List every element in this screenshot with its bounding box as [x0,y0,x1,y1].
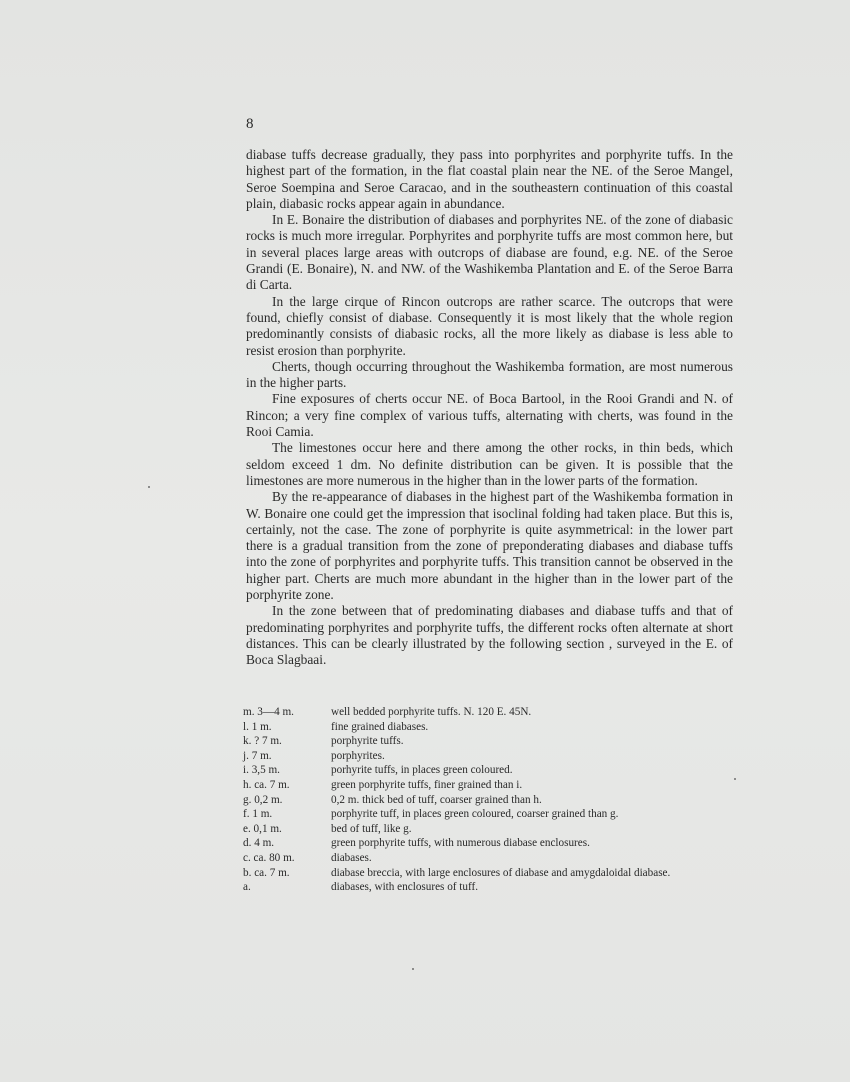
paragraph: Cherts, though occurring throughout the Washikemba formation, are most numerous in the higher parts. [246,358,733,391]
section-row [243,734,743,749]
section-label: l. 1 m. [243,720,272,733]
section-description: 0,2 m. thick bed of tuff, coarser grained than h. [331,793,542,806]
section-row [243,851,743,866]
section-row [243,866,743,881]
geologic-section-list [243,705,743,895]
body-text [246,147,733,669]
section-row [243,822,743,837]
section-row [243,836,743,851]
section-label: d. 4 m. [243,837,275,850]
section-description: well bedded porphyrite tuffs. N. 120 E. 45N. [331,706,532,718]
section-row [243,705,743,720]
paper-speck [734,778,736,780]
section-label: g. 0,2 m. [243,793,283,806]
paragraph: Fine exposures of cherts occur NE. of Boca Bartool, in the Rooi Grandi and N. of Rincon; a very fine complex of various tuffs, alternating with cherts, was found in the Rooi Camia. [246,391,733,440]
paragraph: In E. Bonaire the distribution of diabases and porphyrites NE. of the zone of diabasic rocks is much more irregular. Porphyrites and porphyrite tuffs are most common here, but in several places large areas with outcrops of diabase are found, e.g. NE. of the Seroe Grandi (E. Bonaire), N. and NW. of the Washikemba Plantation and E. of the Seroe Barra di Carta. [246,212,733,293]
section-label: k. ? 7 m. [243,735,282,748]
section-description: diabase breccia, with large enclosures of diabase and amygdaloidal diabase. [331,866,671,879]
section-description: porphyrite tuffs. [331,735,404,748]
section-label: a. [243,881,251,894]
section-row [243,807,743,822]
section-label: b. ca. 7 m. [243,866,290,879]
paper-speck [412,968,414,970]
section-description: diabases. [331,851,372,864]
paragraph: In the large cirque of Rincon outcrops are rather scarce. The outcrops that were found, chiefly consist of diabase. Consequently it is most likely that the whole region predominantly consists of diabasic rocks, all the more likely as diabase is less able to resist erosion than porphyrite. [246,293,733,358]
page-number: 8 [246,116,254,132]
section-description: fine grained diabases. [331,720,429,733]
section-description: diabases, with enclosures of tuff. [331,881,479,894]
section-row [243,720,743,735]
section-description: bed of tuff, like g. [331,822,412,835]
section-row [243,749,743,764]
section-description: porphyrites. [331,749,385,762]
section-description: porphyrite tuff, in places green coloured, coarser grained than g. [331,808,619,821]
section-label: i. 3,5 m. [243,764,280,777]
paragraph: diabase tuffs decrease gradually, they pass into porphyrites and porphyrite tuffs. In the highest part of the formation, in the flat coastal plain near the NE. of the Seroe Mangel, Seroe Soempina and Seroe Caracao, and in the southeastern continuation of this coastal plain, diabasic rocks appear again in abundance. [246,147,733,211]
section-label: f. 1 m. [243,808,273,821]
section-description: green porphyrite tuffs, with numerous diabase enclosures. [331,837,590,850]
section-label: h. ca. 7 m. [243,778,290,791]
section-label: e. 0,1 m. [243,822,282,835]
section-description: porhyrite tuffs, in places green coloured. [331,764,513,777]
paper-speck [148,486,150,488]
section-row [243,763,743,778]
section-label: c. ca. 80 m. [243,851,295,864]
section-row [243,778,743,793]
paragraph: The limestones occur here and there among the other rocks, in thin beds, which seldom exceed 1 dm. No definite distribution can be given. It is possible that the limestones are more numerous in the higher than in the lower parts of the formation. [246,440,733,488]
section-label: m. 3—4 m. [243,706,294,718]
section-description: green porphyrite tuffs, finer grained than i. [331,778,523,791]
paragraph: By the re-appearance of diabases in the highest part of the Washikemba formation in W. Bonaire one could get the impression that isoclinal folding had taken place. But this is, certainly, not the case. The zone of porphyrite is quite asymmetrical: in the lower part there is a gradual transition from the zone of preponderating diabases and diabase tuffs into the zone of porphyrites and porphyrite tuffs. This transition cannot be observed in the higher part. Cherts are much more abundant in the higher than in the lower part of the porphyrite zone. [246,489,733,603]
paragraph: In the zone between that of predominating diabases and diabase tuffs and that of predominating porphyrites and porphyrite tuffs, the different rocks often alternate at short distances. This can be clearly illustrated by the following section , surveyed in the E. of Boca Slagbaai. [246,603,733,668]
section-label: j. 7 m. [243,749,272,762]
section-row [243,793,743,808]
section-row [243,880,743,895]
